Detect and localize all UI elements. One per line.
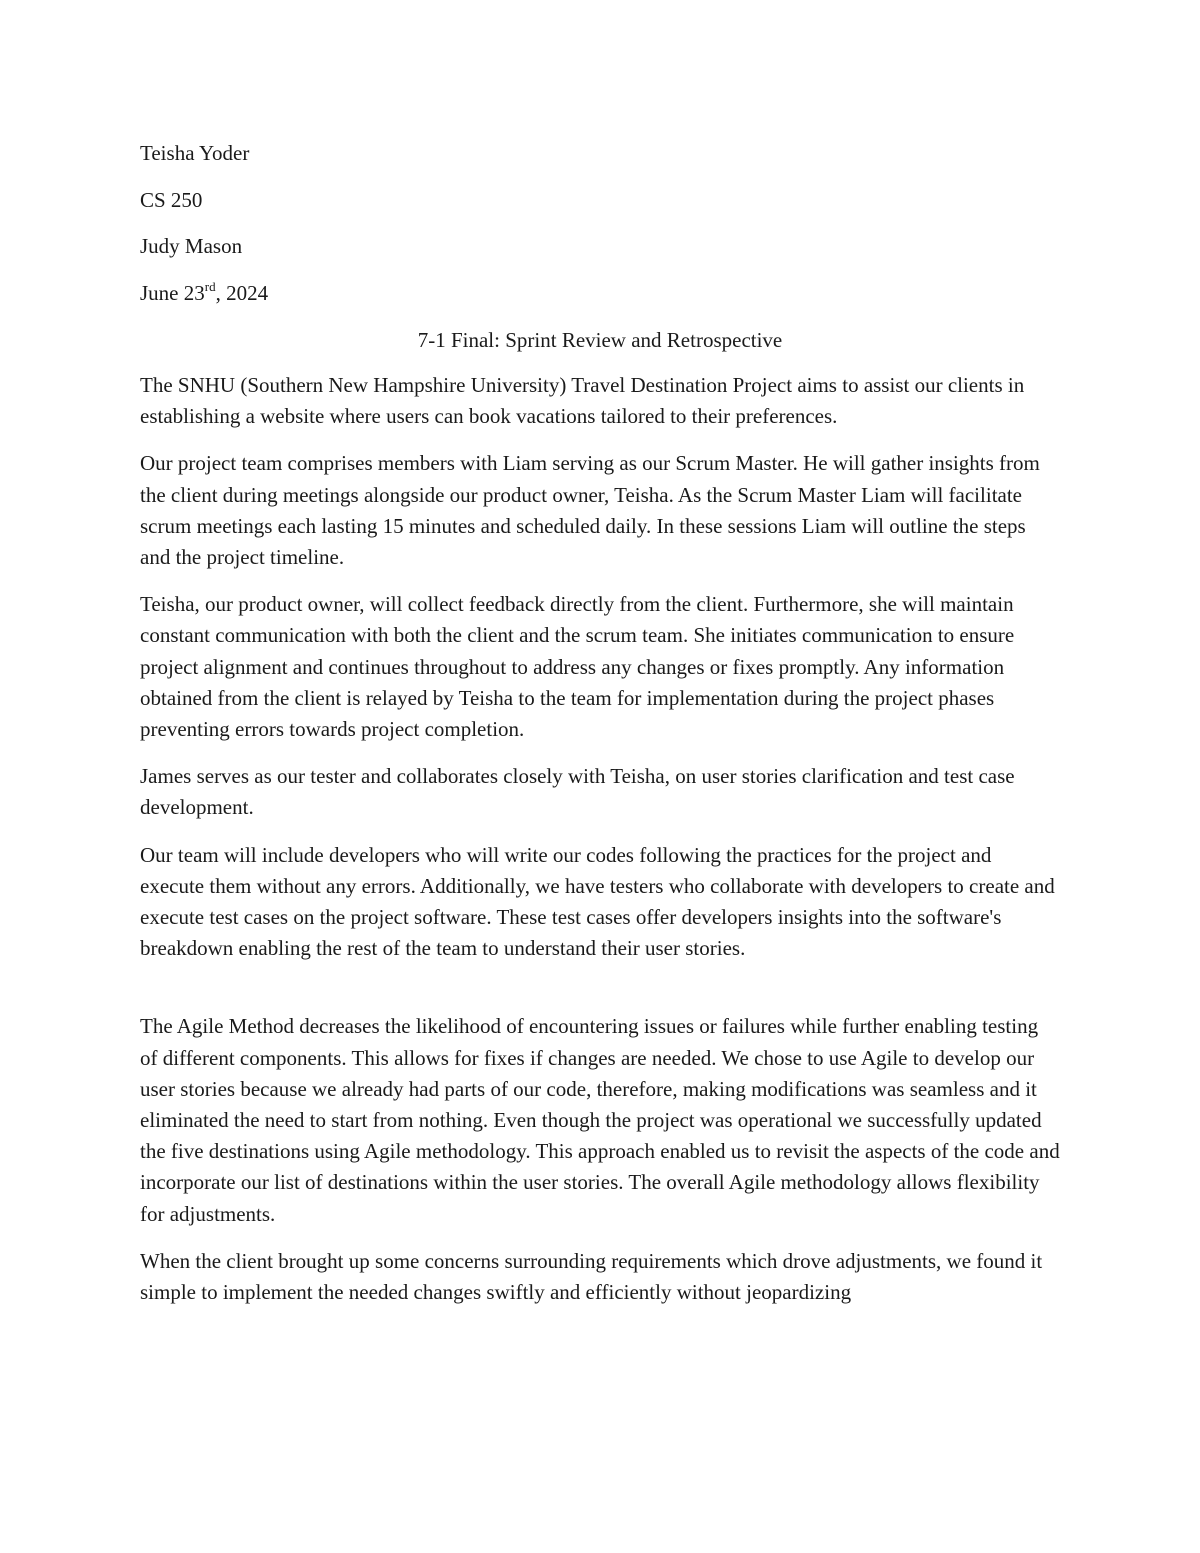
document-date — [140, 278, 1060, 309]
paragraph-agile-method: The Agile Method decreases the likelihood of encountering issues or failures while further enabling testing of different components. This allows for fixes if changes are needed. We chose to use Agile to develop our user stories because we already had parts of our code, therefore, making modifications was seamless and it eliminated the need to start from nothing. Even though the project was operational we successfully updated the five destinations using Agile methodology. This approach enabled us to revisit the aspects of the code and incorporate our list of destinations within the user stories. The overall Agile methodology allows flexibility for adjustments. — [140, 1014, 1060, 1226]
date-ordinal-suffix: rd — [204, 279, 216, 295]
paragraph-tester: James serves as our tester and collaborates closely with Teisha, on user stories clarification and test case development. — [140, 764, 1015, 820]
document-title: 7-1 Final: Sprint Review and Retrospective — [417, 327, 783, 352]
paragraph-intro: The SNHU (Southern New Hampshire University) Travel Destination Project aims to assist our clients in establishing a website where users can book vacations tailored to their preferences. — [140, 373, 1025, 429]
author-name: Teisha Yoder — [140, 141, 250, 165]
course-name: CS 250 — [140, 187, 203, 212]
paragraph-scrum-master: Our project team comprises members with Liam serving as our Scrum Master. He will gather insights from the client during meetings alongside our product owner, Teisha. As the Scrum Master Liam will facilitate scrum meetings each lasting 15 minutes and scheduled daily. In these sessions Liam will outline the steps and the project timeline. — [140, 451, 1040, 570]
instructor-name: Judy Mason — [140, 234, 243, 259]
paragraph-client-concerns: When the client brought up some concerns surrounding requirements which drove adjustments, we found it simple to implement the needed changes swiftly and efficiently without jeopardizing — [140, 1248, 1043, 1305]
date-month-day: June 23 — [140, 281, 205, 306]
date-year: , 2024 — [215, 281, 269, 306]
document-page — [140, 138, 1060, 1324]
paragraph-product-owner: Teisha, our product owner, will collect feedback directly from the client. Furthermore, she will maintain constant communication with both the client and the scrum team. She initiates communication to ensure project alignment and continues throughout to address any changes or fixes promptly. Any information obtained from the client is relayed by Teisha to the team for implementation during the project phases preventing errors towards project completion. — [140, 592, 1015, 742]
paragraph-developers: Our team will include developers who will write our codes following the practices for the project and execute them without any errors. Additionally, we have testers who collaborate with developers to create and execute test cases on the project software. These test cases offer developers insights into the software's breakdown enabling the rest of the team to understand their user stories. — [140, 842, 1055, 961]
